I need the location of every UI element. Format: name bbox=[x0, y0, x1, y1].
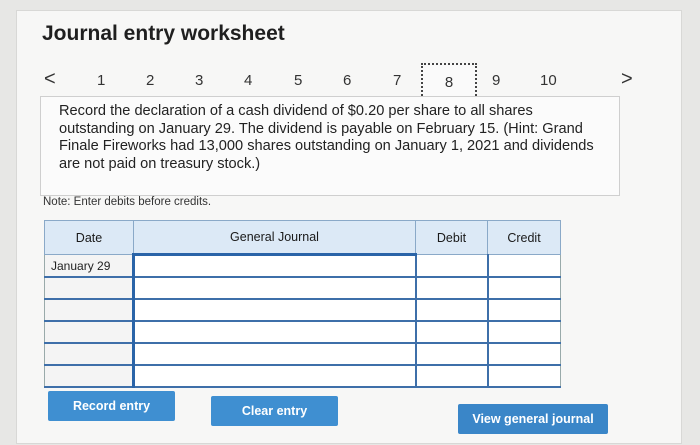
credit-cell[interactable] bbox=[488, 365, 561, 387]
table-row bbox=[45, 299, 561, 321]
next-page-arrow-icon[interactable]: > bbox=[621, 68, 633, 90]
header-general-journal: General Journal bbox=[134, 221, 416, 255]
journal-header-row bbox=[45, 221, 561, 255]
account-cell[interactable] bbox=[134, 299, 416, 321]
debit-cell[interactable] bbox=[416, 365, 488, 387]
page-9[interactable]: 9 bbox=[492, 72, 501, 89]
page-1[interactable]: 1 bbox=[97, 72, 106, 89]
account-cell[interactable] bbox=[134, 255, 416, 278]
header-debit: Debit bbox=[416, 221, 488, 255]
prev-page-arrow-icon[interactable]: < bbox=[44, 68, 56, 90]
page-10[interactable]: 10 bbox=[540, 72, 557, 89]
table-row bbox=[45, 255, 561, 278]
header-date: Date bbox=[45, 221, 134, 255]
view-general-journal-button[interactable]: View general journal bbox=[458, 404, 608, 434]
date-cell[interactable] bbox=[45, 343, 134, 365]
credit-cell[interactable] bbox=[488, 299, 561, 321]
record-entry-button[interactable]: Record entry bbox=[48, 391, 175, 421]
date-cell[interactable] bbox=[45, 299, 134, 321]
account-cell[interactable] bbox=[134, 343, 416, 365]
date-cell[interactable]: January 29 bbox=[45, 255, 134, 278]
account-cell[interactable] bbox=[134, 321, 416, 343]
date-cell[interactable] bbox=[45, 365, 134, 387]
account-cell[interactable] bbox=[134, 365, 416, 387]
page-title: Journal entry worksheet bbox=[42, 22, 285, 45]
page-8-active[interactable]: 8 bbox=[421, 63, 477, 103]
header-credit: Credit bbox=[488, 221, 561, 255]
entry-note: Note: Enter debits before credits. bbox=[43, 196, 212, 208]
credit-cell[interactable] bbox=[488, 321, 561, 343]
credit-cell[interactable] bbox=[488, 343, 561, 365]
debit-cell[interactable] bbox=[416, 277, 488, 299]
date-cell[interactable] bbox=[45, 321, 134, 343]
table-row bbox=[45, 343, 561, 365]
table-row bbox=[45, 321, 561, 343]
table-row bbox=[45, 277, 561, 299]
question-box bbox=[40, 96, 620, 196]
credit-cell[interactable] bbox=[488, 255, 561, 278]
table-row bbox=[45, 365, 561, 387]
debit-cell[interactable] bbox=[416, 321, 488, 343]
page-2[interactable]: 2 bbox=[146, 72, 155, 89]
clear-entry-button[interactable]: Clear entry bbox=[211, 396, 338, 426]
debit-cell[interactable] bbox=[416, 343, 488, 365]
page-3[interactable]: 3 bbox=[195, 72, 204, 89]
account-cell[interactable] bbox=[134, 277, 416, 299]
page-5[interactable]: 5 bbox=[294, 72, 303, 89]
page-4[interactable]: 4 bbox=[244, 72, 253, 89]
page-6[interactable]: 6 bbox=[343, 72, 352, 89]
question-text: Record the declaration of a cash dividend of $0.20 per share to all shares outstanding on January 29. The dividend is payable on February 15. (Hint: Grand Finale Fireworks had 13,000 shares outstanding on January 1, 2021 and dividends are not paid on treasury stock.) bbox=[59, 103, 594, 172]
journal-table bbox=[44, 220, 561, 388]
page-7[interactable]: 7 bbox=[393, 72, 402, 89]
debit-cell[interactable] bbox=[416, 299, 488, 321]
debit-cell[interactable] bbox=[416, 255, 488, 278]
credit-cell[interactable] bbox=[488, 277, 561, 299]
date-cell[interactable] bbox=[45, 277, 134, 299]
